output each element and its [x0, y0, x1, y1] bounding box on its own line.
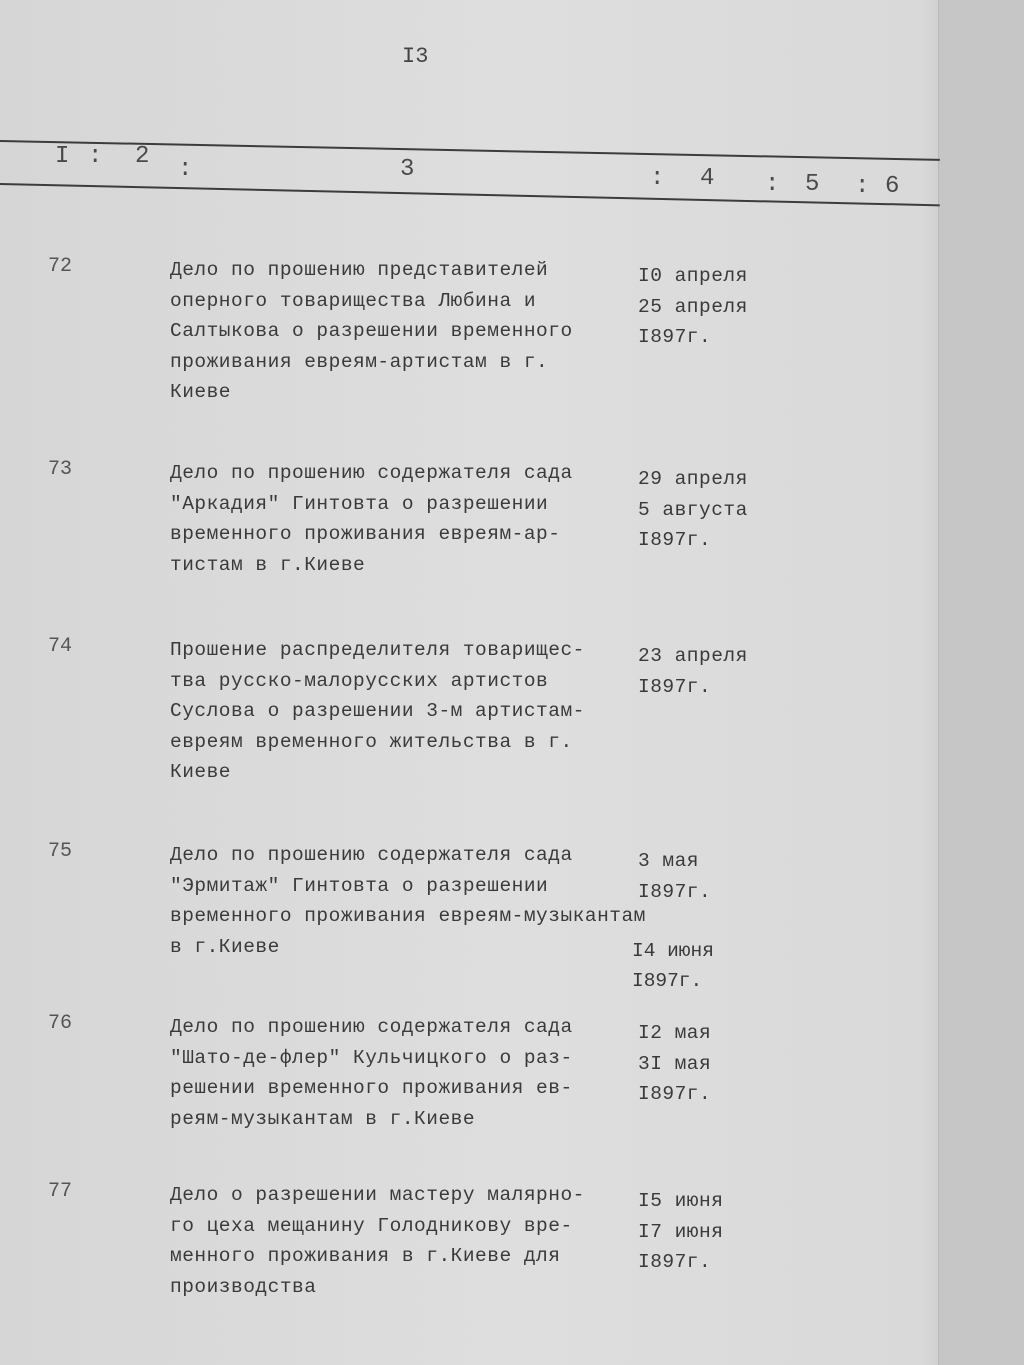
- entry-dates: [638, 846, 711, 907]
- description-line: Киеве: [170, 761, 232, 783]
- date-line: I897г.: [638, 1083, 712, 1105]
- description-line: Дело по прошению представителей: [170, 259, 549, 281]
- entry-end-dates: [632, 936, 714, 996]
- description-line: Дело по прошению содержателя сада: [170, 462, 573, 484]
- description-line: производства: [170, 1275, 317, 1298]
- date-line: I4 июня: [632, 940, 714, 962]
- entry-description: [170, 1012, 573, 1134]
- entry-number: 74: [48, 635, 73, 658]
- description-line: тистам в г.Киеве: [170, 553, 366, 576]
- date-line: 5 августа: [638, 498, 748, 521]
- entry-dates: [638, 641, 748, 702]
- table-header-bottom-rule: [0, 183, 940, 206]
- entry-number: 77: [48, 1180, 73, 1203]
- description-line: Дело о разрешении мастеру малярно-: [170, 1184, 585, 1206]
- description-line: Прошение распределителя товарищес-: [170, 639, 585, 661]
- entry-dates: [638, 261, 748, 353]
- column-number: 3: [400, 156, 415, 183]
- column-number: 6: [885, 173, 900, 200]
- description-line: евреям временного жительства в г.: [170, 730, 573, 753]
- description-line: в г.Киеве: [170, 935, 280, 958]
- column-number: I: [55, 143, 70, 170]
- description-line: го цеха мещанину Голодникову вре-: [170, 1214, 573, 1237]
- date-line: I897г.: [632, 970, 703, 992]
- description-line: "Шато-де-флер" Кульчицкого о раз-: [170, 1046, 573, 1069]
- page-edge-shadow: [938, 0, 1024, 1365]
- description-line: Суслова о разрешении 3-м артистам-: [170, 700, 585, 722]
- description-line: менного проживания в г.Киеве для: [170, 1245, 561, 1267]
- date-line: I7 июня: [638, 1220, 724, 1243]
- description-line: "Аркадия" Гинтовта о разрешении: [170, 492, 549, 515]
- description-line: временного проживания евреям-ар-: [170, 523, 561, 545]
- description-line: Салтыкова о разрешении временного: [170, 320, 573, 342]
- description-line: "Эрмитаж" Гинтовта о разрешении: [170, 874, 549, 897]
- entry-description: [170, 458, 573, 580]
- date-line: 3I мая: [638, 1052, 712, 1075]
- date-line: 23 апреля: [638, 645, 748, 667]
- entry-description: [170, 255, 573, 408]
- entry-number: 76: [48, 1012, 73, 1035]
- entry-number: 72: [48, 255, 73, 278]
- date-line: 3 мая: [638, 850, 700, 872]
- date-line: I897г.: [638, 529, 712, 551]
- entry-number: 75: [48, 840, 73, 863]
- description-line: Киеве: [170, 381, 232, 403]
- date-line: I0 апреля: [638, 265, 748, 287]
- column-separator: :: [88, 143, 103, 170]
- date-line: I897г.: [638, 1251, 712, 1273]
- column-separator: :: [765, 171, 780, 198]
- description-line: Дело по прошению содержателя сада: [170, 844, 573, 866]
- date-line: I897г.: [638, 675, 712, 698]
- entry-dates: [638, 1186, 723, 1278]
- entry-dates: [638, 1018, 711, 1110]
- column-number: 2: [135, 143, 150, 170]
- description-line: проживания евреям-артистам в г.: [170, 350, 549, 373]
- entry-dates: [638, 464, 748, 556]
- entry-number: 73: [48, 458, 73, 481]
- entry-description: [170, 840, 646, 962]
- column-separator: :: [855, 173, 870, 200]
- description-line: тва русско-малорусских артистов: [170, 669, 549, 692]
- date-line: I897г.: [638, 880, 712, 903]
- column-number: 5: [805, 171, 820, 198]
- description-line: Дело по прошению содержателя сада: [170, 1016, 573, 1038]
- description-line: временного проживания евреям-музыкантам: [170, 905, 646, 927]
- date-line: 29 апреля: [638, 468, 748, 490]
- page-number: I3: [402, 44, 429, 69]
- column-separator: :: [178, 156, 193, 183]
- entry-description: [170, 635, 585, 788]
- date-line: I5 июня: [638, 1190, 724, 1212]
- description-line: оперного товарищества Любина и: [170, 289, 537, 312]
- entry-description: [170, 1180, 585, 1302]
- description-line: решении временного проживания ев-: [170, 1077, 573, 1099]
- date-line: I2 мая: [638, 1022, 712, 1044]
- date-line: I897г.: [638, 326, 712, 348]
- description-line: реям-музыкантам в г.Киеве: [170, 1107, 476, 1130]
- column-separator: :: [650, 165, 665, 192]
- column-number: 4: [700, 165, 715, 192]
- date-line: 25 апреля: [638, 295, 748, 318]
